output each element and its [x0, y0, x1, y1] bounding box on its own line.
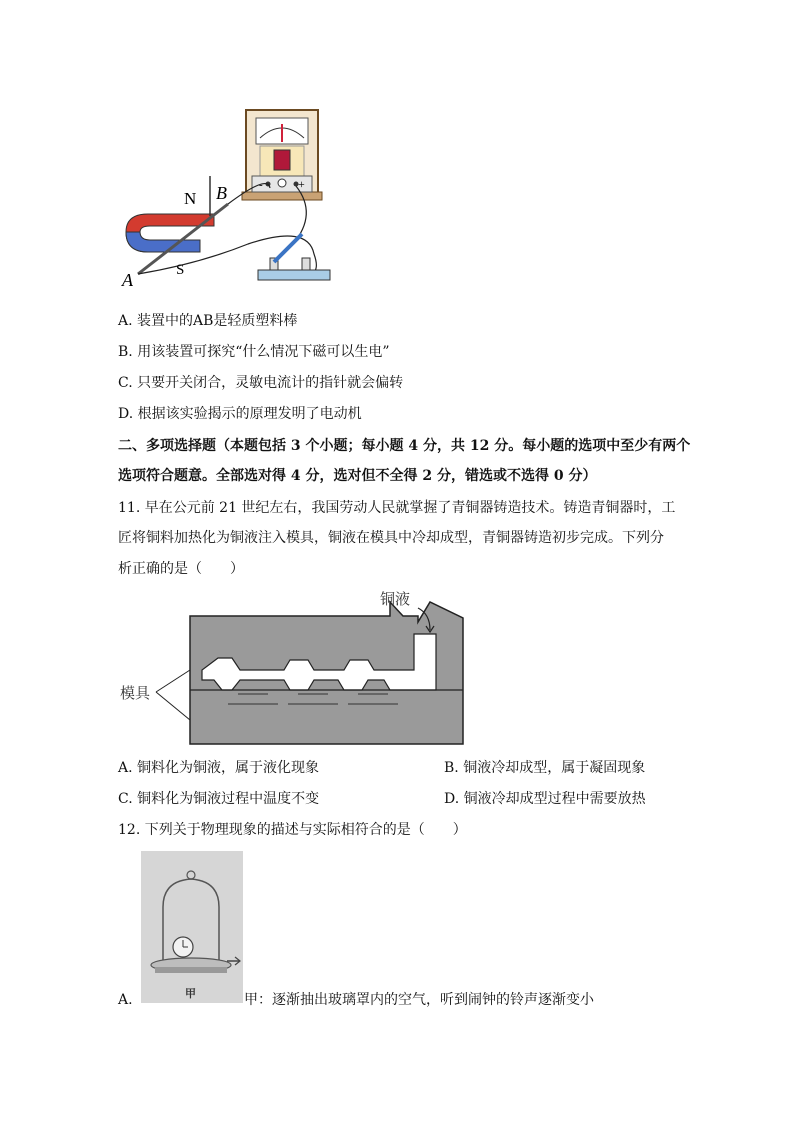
q11-option-a: A. 铜料化为铜液，属于液化现象	[118, 760, 320, 776]
section2-heading-line2: 选项符合题意。全部选对得 4 分，选对但不全得 2 分，错选或不选得 0 分）	[118, 468, 597, 484]
meter-minus-label: -	[259, 179, 263, 191]
q11-stem-line3: 析正确的是（ ）	[118, 561, 244, 577]
q12-option-a-prefix: A.	[118, 992, 133, 1008]
q10-option-b: B. 用该装置可探究“什么情况下磁可以生电”	[118, 344, 390, 360]
label-A: A	[122, 270, 133, 290]
q11-option-b: B. 铜液冷却成型，属于凝固现象	[444, 760, 646, 776]
liquid-copper-label: 铜液	[380, 590, 411, 608]
label-B: B	[216, 183, 227, 203]
q10-option-a: A. 装置中的AB是轻质塑料棒	[118, 313, 298, 329]
bell-jar-illustration	[141, 851, 243, 1003]
electromagnetic-induction-figure	[118, 104, 338, 294]
bell-jar-photo	[141, 851, 243, 1003]
q11-option-d: D. 铜液冷却成型过程中需要放热	[444, 791, 646, 807]
q12-option-a-text: 甲：逐渐抽出玻璃罩内的空气，听到闹钟的铃声逐渐变小	[244, 992, 594, 1008]
q11-option-c: C. 铜料化为铜液过程中温度不变	[118, 791, 320, 807]
mold-figure	[118, 584, 468, 748]
label-S: S	[176, 262, 185, 278]
section2-heading-line1: 二、多项选择题（本题包括 3 个小题；每小题 4 分，共 12 分。每小题的选项中至少有两个	[118, 438, 691, 454]
q10-option-c: C. 只要开关闭合，灵敏电流计的指针就会偏转	[118, 375, 404, 391]
q11-stem-line2: 匠将铜料加热化为铜液注入模具，铜液在模具中冷却成型，青铜器铸造初步完成。下列分	[118, 530, 664, 546]
q11-stem-line1: 11. 早在公元前 21 世纪左右，我国劳动人民就掌握了青铜器铸造技术。铸造青铜器时，工	[118, 500, 676, 516]
photo-caption: 甲	[185, 987, 196, 1000]
label-N: N	[184, 189, 197, 208]
q12-stem: 12. 下列关于物理现象的描述与实际相符合的是（ ）	[118, 822, 467, 838]
q10-option-d: D. 根据该实验揭示的原理发明了电动机	[118, 406, 362, 422]
mold-label: 模具	[120, 684, 151, 702]
meter-plus-label: +	[298, 177, 305, 191]
